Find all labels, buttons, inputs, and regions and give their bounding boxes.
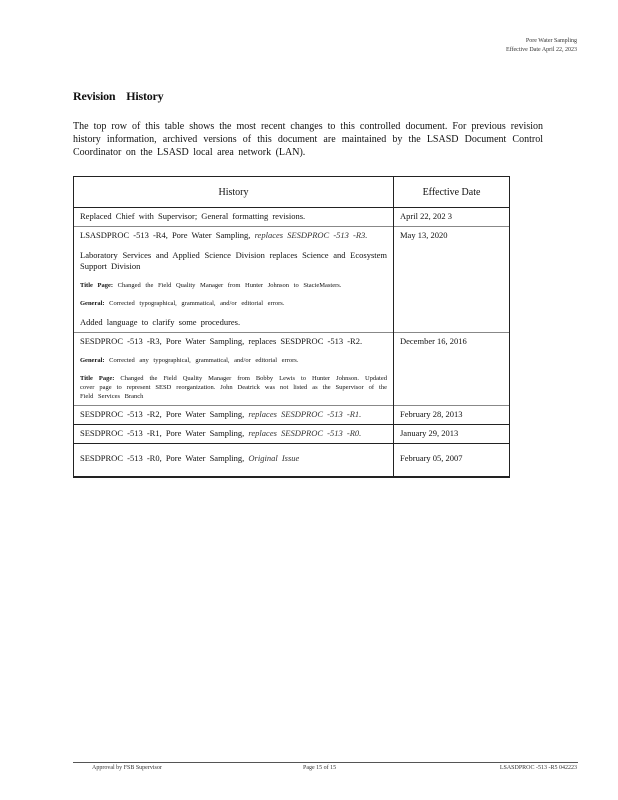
intro-paragraph: The top row of this table shows the most recent changes to this controlled document. For previous revision history information, archived versions of this document are maintained by the LSASD Document Control Coordinator on the LSASD local area network (LAN).: [73, 121, 543, 158]
replaces-note: replaces SESDPROC -513 -R0.: [248, 428, 362, 438]
revision-note: SESDPROC -513 -R3, Pore Water Sampling, replaces SESDPROC -513 -R2.: [80, 336, 363, 346]
revision-note: [80, 299, 387, 308]
date-cell: April 22, 202 3: [394, 208, 510, 227]
revision-history-table: [73, 176, 510, 478]
footer-approval: Approval by FSB Supervisor: [92, 765, 162, 771]
note-label: Title Page:: [80, 375, 115, 382]
note-label: General:: [80, 300, 105, 307]
table-row: [74, 406, 510, 425]
footer-doc-id: LSASDPROC -513 -R5 042223: [499, 765, 577, 771]
replaces-note: Original Issue: [248, 453, 300, 463]
revision-id: SESDPROC -513 -R0, Pore Water Sampling,: [80, 453, 245, 463]
table-row: [74, 227, 510, 333]
revision-note: [80, 409, 387, 420]
table-header-row: [74, 177, 510, 208]
revision-note: Replaced Chief with Supervisor; General formatting revisions.: [80, 211, 306, 221]
history-cell: [74, 444, 394, 478]
replaces-note: replaces SESDPROC -513 -R1.: [248, 409, 362, 419]
revision-note: Added language to clarify some procedures.: [80, 317, 241, 327]
header-effective-date: Effective Date April 22, 2023: [505, 47, 577, 53]
revision-id: LSASDPROC -513 -R4, Pore Water Sampling,: [80, 230, 251, 240]
date-cell: February 05, 2007: [394, 444, 510, 478]
footer-divider: [73, 762, 578, 763]
date-cell: May 13, 2020: [394, 227, 510, 333]
table-row: [74, 425, 510, 444]
history-column-header: History: [74, 177, 394, 208]
header-doc-title: Pore Water Sampling: [525, 38, 577, 44]
history-cell: [74, 425, 394, 444]
revision-note: [80, 374, 387, 401]
section-title: Revision History: [73, 89, 164, 103]
revision-note: [80, 453, 387, 464]
table-row: [74, 444, 510, 478]
effective-date-column-header: Effective Date: [394, 177, 510, 208]
revision-note: [80, 356, 387, 365]
date-cell: December 16, 2016: [394, 333, 510, 406]
note-text: Changed the Field Quality Manager from Hunter Johnson to StacieMasters.: [117, 282, 342, 289]
revision-note: [80, 281, 387, 290]
revision-id: SESDPROC -513 -R1, Pore Water Sampling,: [80, 428, 245, 438]
history-cell: [74, 208, 394, 227]
note-text: Corrected typographical, grammatical, and/or editorial errors.: [109, 300, 285, 307]
table-row: [74, 333, 510, 406]
revision-id: SESDPROC -513 -R2, Pore Water Sampling,: [80, 409, 245, 419]
note-text: Changed the Field Quality Manager from Bobby Lewis to Hunter Johnson. Updated cover page to represent SESD reorganization. John Deatrick was not listed as the Supervisor of the Field Services Branch: [80, 375, 388, 400]
note-text: Corrected any typographical, grammatical, and/or editorial errors.: [109, 357, 299, 364]
revision-note: [80, 230, 387, 241]
replaces-note: replaces SESDPROC -513 -R3.: [254, 230, 368, 240]
footer-page-number: Page 15 of 15: [303, 765, 337, 771]
revision-note: Laboratory Services and Applied Science Division replaces Science and Ecosystem Support Division: [80, 250, 387, 271]
note-label: Title Page:: [80, 282, 114, 289]
table-row: [74, 208, 510, 227]
date-cell: February 28, 2013: [394, 406, 510, 425]
date-cell: January 29, 2013: [394, 425, 510, 444]
history-cell: [74, 227, 394, 333]
history-cell: [74, 333, 394, 406]
revision-note: [80, 428, 387, 439]
note-label: General:: [80, 357, 105, 364]
history-cell: [74, 406, 394, 425]
